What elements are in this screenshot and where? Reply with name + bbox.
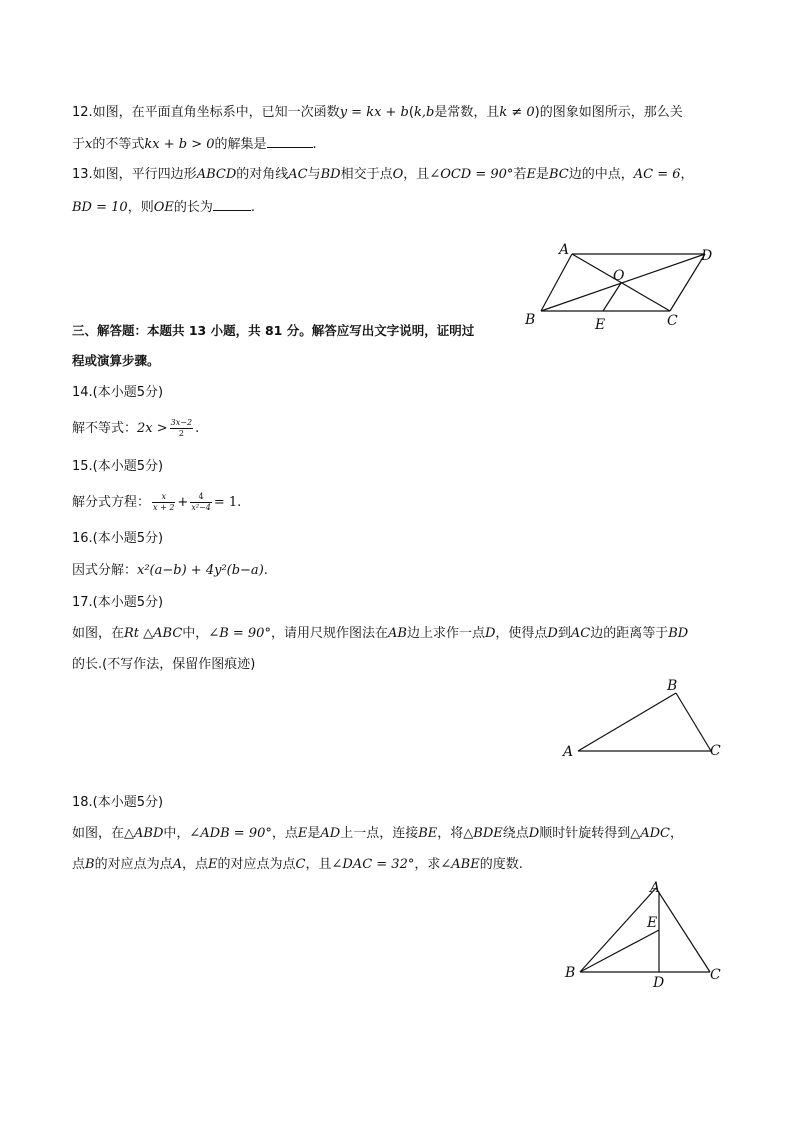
q18-math: ∠ADB = 90°	[189, 826, 272, 841]
label-c: C	[710, 743, 721, 759]
q18-line-2	[72, 856, 523, 874]
q17-text: 如图，在	[72, 626, 125, 641]
q12-line-1	[72, 104, 683, 122]
q12-text: 12.如图，在平面直角坐标系中，已知一次函数	[72, 105, 340, 120]
fraction-numerator: x	[152, 492, 175, 503]
label-b: B	[565, 965, 576, 981]
q13-text: ，	[680, 167, 694, 182]
q16-body	[72, 562, 268, 580]
q16-math: x²(a−b) + 4y²(b−a)	[137, 563, 264, 578]
q18-text: ，将	[437, 826, 464, 841]
q17-text: 边上求作一点	[406, 626, 485, 641]
q13-line-2	[72, 198, 255, 217]
q18-math: A	[172, 857, 182, 872]
q12-text: )的图象如图所示，那么关	[534, 105, 683, 120]
label-a: A	[559, 242, 570, 258]
fraction-denominator: x²−4	[191, 503, 211, 512]
q18-math: AD	[320, 826, 341, 841]
q17-math: D	[547, 626, 558, 641]
q17-math: ∠B = 90°	[208, 626, 271, 641]
side-ab	[580, 888, 656, 972]
q18-text: 顺时针旋转得到	[539, 826, 631, 841]
q18-text: 的对应点为点	[217, 857, 296, 872]
rotation-triangle-figure	[560, 876, 730, 994]
q12-math: k ≠ 0	[499, 105, 535, 120]
q18-math: ∠DAC = 32°	[331, 857, 415, 872]
q12-text: (	[408, 105, 414, 120]
q16-text: .	[263, 563, 268, 578]
q18-math: △ADC	[630, 826, 670, 841]
label-e: E	[647, 915, 658, 931]
q13-math: OE	[153, 200, 174, 215]
q18-text: ，且	[305, 857, 332, 872]
q17-math: AB	[387, 626, 407, 641]
q13-text: 边的中点，	[568, 167, 634, 182]
side-ab	[578, 693, 676, 751]
label-e: E	[595, 317, 606, 333]
label-a: A	[650, 880, 661, 896]
segment-be	[580, 930, 659, 972]
side-cd	[670, 254, 705, 311]
q18-text: 如图，在	[72, 826, 125, 841]
q18-math: E	[208, 857, 218, 872]
q13-text: 13.如图，平行四边形	[72, 167, 197, 182]
q13-math: AC = 6	[633, 167, 681, 182]
q18-text: ，点	[271, 826, 298, 841]
parallelogram-figure	[515, 238, 740, 333]
q14-fraction	[170, 418, 193, 439]
label-a: A	[563, 744, 574, 760]
q12-text: 于	[72, 137, 86, 152]
q17-text: 中，	[182, 626, 209, 641]
q18-math: △ABD	[124, 826, 164, 841]
q14-text: .	[195, 421, 200, 436]
q13-text: ，则	[127, 200, 154, 215]
q13-text: 若	[513, 167, 527, 182]
q13-text: 的长为	[173, 200, 213, 215]
q15-text: 解分式方程：	[72, 495, 151, 510]
q13-text: ，且	[403, 167, 430, 182]
q18-math: C	[295, 857, 306, 872]
q12-math: k,b	[413, 105, 435, 120]
label-b: B	[525, 312, 536, 328]
q12-math: x	[85, 137, 93, 152]
q18-text: 点	[72, 857, 86, 872]
q18-math: △BDE	[463, 826, 503, 841]
q18-text: 的对应点为点	[94, 857, 173, 872]
q14-body	[72, 418, 199, 439]
q18-text: 的度数.	[479, 857, 523, 872]
label-b: B	[667, 678, 678, 694]
label-d: D	[701, 248, 713, 264]
plus-sign: +	[177, 495, 189, 510]
fraction-numerator: 4	[190, 492, 212, 503]
right-triangle-figure	[558, 676, 728, 762]
q17-line-1	[72, 625, 688, 643]
q15-fraction-1	[152, 492, 175, 513]
q18-math: B	[85, 857, 95, 872]
q18-text: 上一点，连接	[340, 826, 419, 841]
q15-text: .	[237, 495, 242, 510]
q17-text: 到	[557, 626, 571, 641]
label-c: C	[667, 313, 678, 329]
q12-text: 的不等式	[92, 137, 145, 152]
q15-math: = 1	[213, 495, 238, 510]
q13-math: ABCD	[196, 167, 237, 182]
side-ac	[656, 888, 710, 972]
q13-math: BD = 10	[72, 200, 128, 215]
q17-line-2: 的长.(不写作法，保留作图痕迹)	[72, 657, 256, 672]
q18-text: 绕点	[502, 826, 529, 841]
label-d: D	[653, 975, 665, 991]
q13-math: BD	[320, 167, 341, 182]
q18-math: ∠ABE	[440, 857, 480, 872]
fraction-denominator: x + 2	[153, 503, 175, 512]
q13-text: 相交于点	[340, 167, 393, 182]
label-o: O	[613, 268, 625, 284]
q13-line-1	[72, 166, 694, 184]
section-3-heading-cont: 程或演算步骤。	[72, 353, 160, 368]
q13-text: 与	[307, 167, 321, 182]
q14-math: 2x >	[137, 421, 168, 436]
q15-fraction-2	[190, 492, 212, 513]
fraction-numerator: 3x−2	[170, 418, 193, 427]
q17-heading: 17.(本小题5分)	[72, 595, 164, 610]
section-3-heading: 三、解答题：本题共 13 小题，共 81 分。解答应写出文字说明，证明过	[72, 323, 475, 338]
q13-text: 的对角线	[236, 167, 289, 182]
q12-math: y = kx + b	[339, 105, 409, 120]
q13-math: E	[526, 167, 536, 182]
q15-heading: 15.(本小题5分)	[72, 459, 164, 474]
answer-blank[interactable]	[267, 135, 313, 148]
q14-text: 解不等式：	[72, 421, 138, 436]
side-bc	[676, 693, 711, 751]
q18-math: BE	[418, 826, 438, 841]
q18-text: 是	[307, 826, 321, 841]
q18-text: ，	[670, 826, 684, 841]
q13-math: AC	[288, 167, 308, 182]
q18-text: ，点	[181, 857, 208, 872]
q15-body	[72, 492, 241, 513]
q18-text: ，求	[414, 857, 441, 872]
q14-heading: 14.(本小题5分)	[72, 385, 164, 400]
q18-math: D	[528, 826, 540, 841]
fraction-denominator: 2	[178, 429, 184, 438]
q12-text: .	[312, 137, 317, 152]
q12-text: 的解集是	[214, 137, 267, 152]
q12-math: kx + b > 0	[144, 137, 215, 152]
label-c: C	[710, 967, 721, 983]
q18-line-1	[72, 825, 683, 843]
segment-oe	[603, 283, 621, 311]
q13-math: O	[392, 167, 404, 182]
q13-text: 是	[535, 167, 549, 182]
q16-heading: 16.(本小题5分)	[72, 531, 164, 546]
q17-math: Rt △ABC	[124, 626, 183, 641]
q12-text: 是常数，且	[434, 105, 500, 120]
q13-text: .	[250, 200, 256, 215]
q17-text: ，使得点	[495, 626, 548, 641]
q18-heading: 18.(本小题5分)	[72, 795, 164, 810]
q16-text: 因式分解：	[72, 563, 138, 578]
q18-math: E	[297, 826, 308, 841]
q13-math: ∠OCD = 90°	[429, 167, 514, 182]
q17-math: D	[484, 626, 496, 641]
q13-math: BC	[548, 167, 569, 182]
q12-line-2	[72, 135, 317, 154]
q18-text: 中，	[163, 826, 190, 841]
answer-blank[interactable]	[213, 198, 251, 211]
q17-text: ，请用尺规作图法在	[270, 626, 388, 641]
q17-text: 边的距离等于	[590, 626, 669, 641]
q17-math: AC	[570, 626, 591, 641]
q17-math: BD	[668, 626, 689, 641]
